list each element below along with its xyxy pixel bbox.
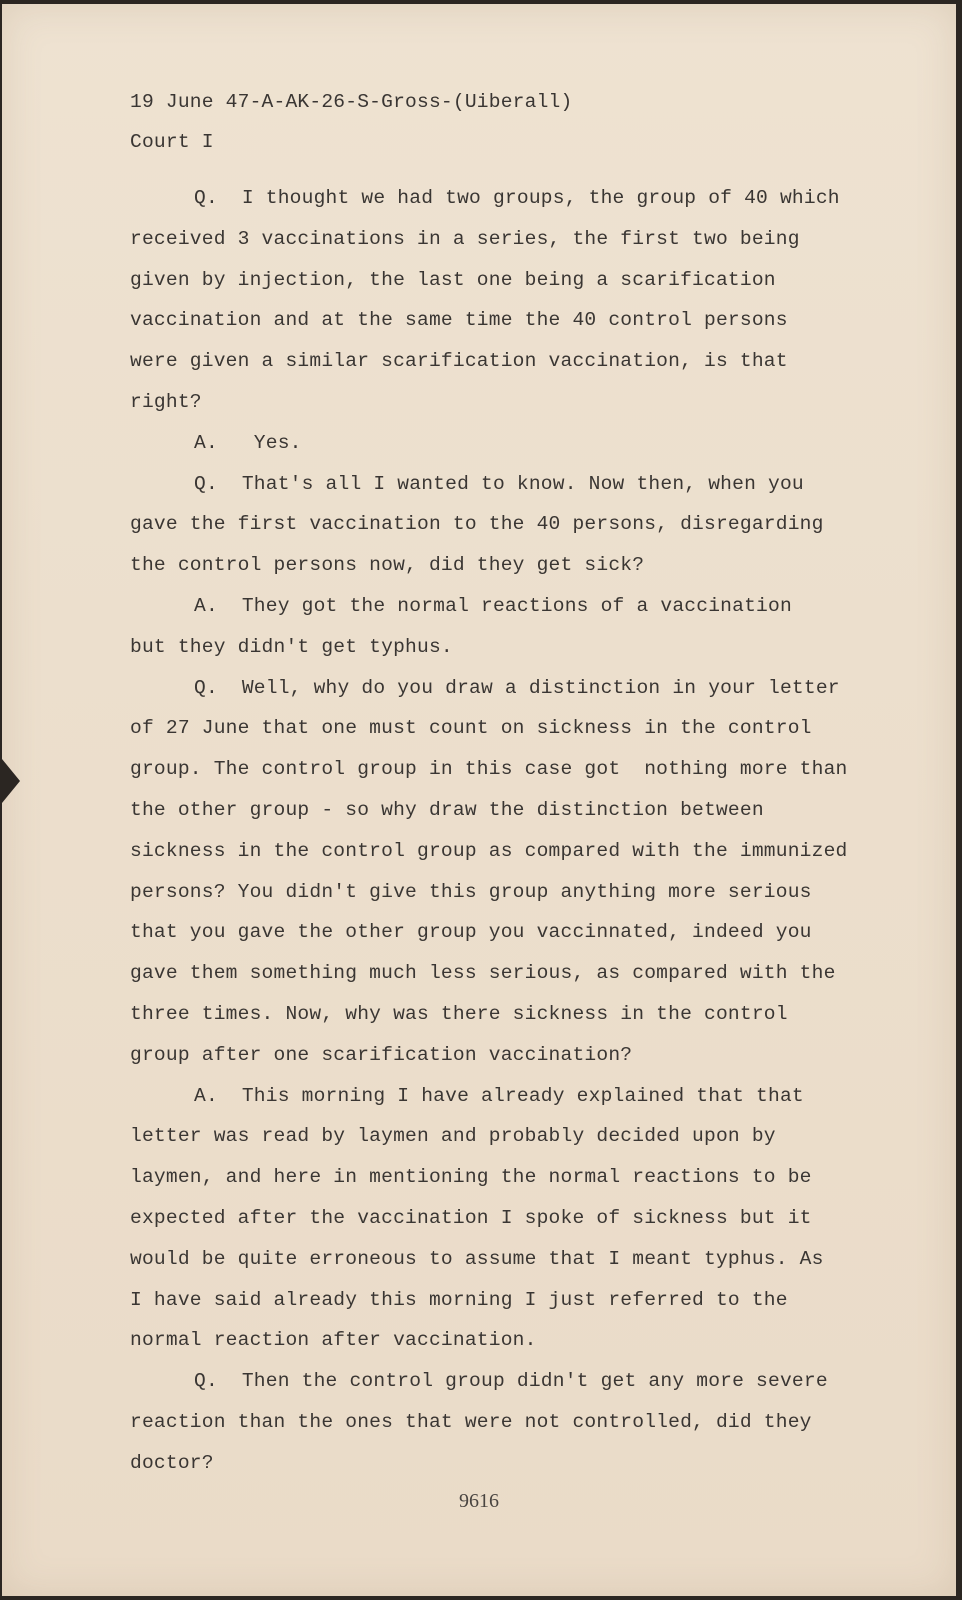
answer-paragraph [130, 1076, 890, 1362]
text-line: three times. Now, why was there sickness in the control [130, 1002, 788, 1025]
text-line: A. They got the normal reactions of a vaccination [194, 594, 792, 617]
text-line: Q. I thought we had two groups, the group of 40 which [194, 187, 840, 209]
text-line: the other group - so why draw the distinction between [130, 798, 764, 821]
question-paragraph [130, 1361, 890, 1483]
text-line: right? [130, 390, 202, 413]
text-line: sickness in the control group as compared with the immunized [130, 839, 848, 862]
text-line: received 3 vaccinations in a series, the first two being [130, 227, 800, 250]
text-line: A. This morning I have already explained that that [194, 1084, 804, 1107]
text-line: Q. That's all I wanted to know. Now then, when you [194, 472, 804, 495]
text-line: group after one scarification vaccination? [130, 1043, 633, 1066]
header-line: 19 June 47-A-AK-26-S-Gross-(Uiberall) [130, 91, 573, 113]
text-line: given by injection, the last one being a scarification [130, 268, 776, 291]
question-paragraph [130, 464, 890, 586]
text-line: reaction than the ones that were not controlled, did they [130, 1410, 812, 1433]
text-line: but they didn't get typhus. [130, 635, 453, 658]
text-line: I have said already this morning I just referred to the [130, 1288, 788, 1311]
text-line: Q. Then the control group didn't get any more severe [194, 1370, 828, 1393]
question-paragraph [130, 178, 890, 423]
text-line: vaccination and at the same time the 40 control persons [130, 309, 788, 332]
text-line: gave the first vaccination to the 40 persons, disregarding [130, 513, 824, 536]
text-line: group. The control group in this case got nothing more than [130, 758, 848, 781]
text-line: expected after the vaccination I spoke of sickness but it [130, 1206, 812, 1229]
text-line: gave them something much less serious, as compared with the [130, 962, 836, 985]
document-page [2, 4, 956, 1596]
text-line: A. Yes. [194, 431, 302, 454]
text-line: of 27 June that one must count on sickness in the control [130, 717, 812, 740]
court-line: Court I [130, 131, 214, 153]
text-line: the control persons now, did they get sick? [130, 554, 645, 577]
text-line: that you gave the other group you vaccinnated, indeed you [130, 921, 812, 944]
transcript-body [130, 82, 890, 1484]
answer-paragraph [130, 423, 890, 464]
page-number: 9616 [459, 1490, 499, 1512]
text-line: normal reaction after vaccination. [130, 1329, 537, 1352]
text-line: letter was read by laymen and probably decided upon by [130, 1125, 776, 1148]
text-line: Q. Well, why do you draw a distinction in your letter [194, 676, 840, 699]
text-line: persons? You didn't give this group anything more serious [130, 880, 812, 903]
text-line: were given a similar scarification vaccination, is that [130, 350, 788, 373]
text-line: would be quite erroneous to assume that I meant typhus. As [130, 1247, 824, 1270]
text-line: doctor? [130, 1451, 214, 1474]
binder-notch [2, 759, 20, 803]
text-line: laymen, and here in mentioning the normal reactions to be [130, 1166, 812, 1189]
question-paragraph [130, 668, 890, 1076]
answer-paragraph [130, 586, 890, 668]
spacer [130, 162, 890, 178]
